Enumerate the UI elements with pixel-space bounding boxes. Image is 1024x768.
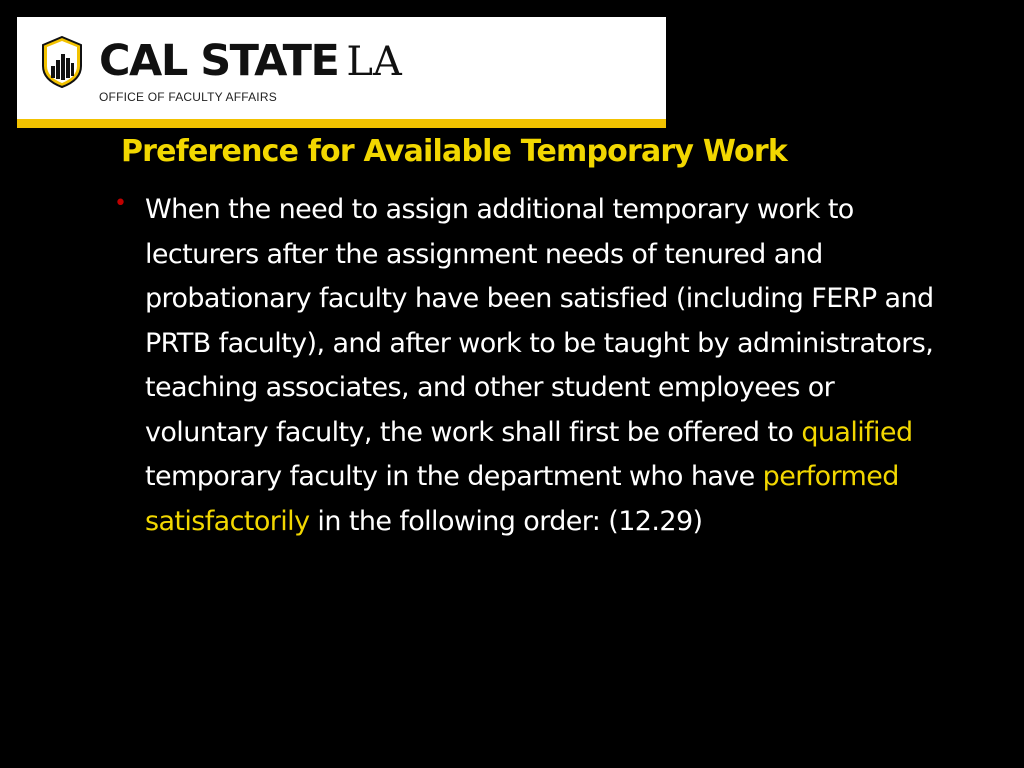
- cal-state-la-seal-icon: [41, 36, 83, 88]
- highlight-qualified: qualified: [801, 416, 913, 448]
- slide-title: Preference for Available Temporary Work: [121, 134, 787, 169]
- logo-office-label: OFFICE OF FACULTY AFFAIRS: [99, 90, 277, 104]
- logo-wordmark-main: CAL STATE: [99, 36, 339, 86]
- logo-wordmark-la: LA: [346, 39, 402, 85]
- bullet-text-part-2: temporary faculty in the department who have: [145, 461, 763, 492]
- logo-wordmark: [99, 37, 402, 86]
- bullet-text-part-3: in the following order: (12.29): [309, 505, 703, 537]
- highlight-performed-satisfactorily: performed satisfactorily: [145, 461, 899, 537]
- bullet-marker-icon: •: [114, 191, 127, 216]
- logo-accent-bar: [17, 119, 666, 128]
- bullet-text-part-1: When the need to assign additional temporary work to lecturers after the assignment needs of tenured and probationary faculty have been satisfied (including FERP and PRTB faculty), and after work to be taught by administrators, teaching associates, and other student employees or voluntary faculty, the work shall first be offered to: [145, 194, 934, 448]
- bullet-text: [145, 188, 955, 544]
- logo-banner: [17, 17, 666, 122]
